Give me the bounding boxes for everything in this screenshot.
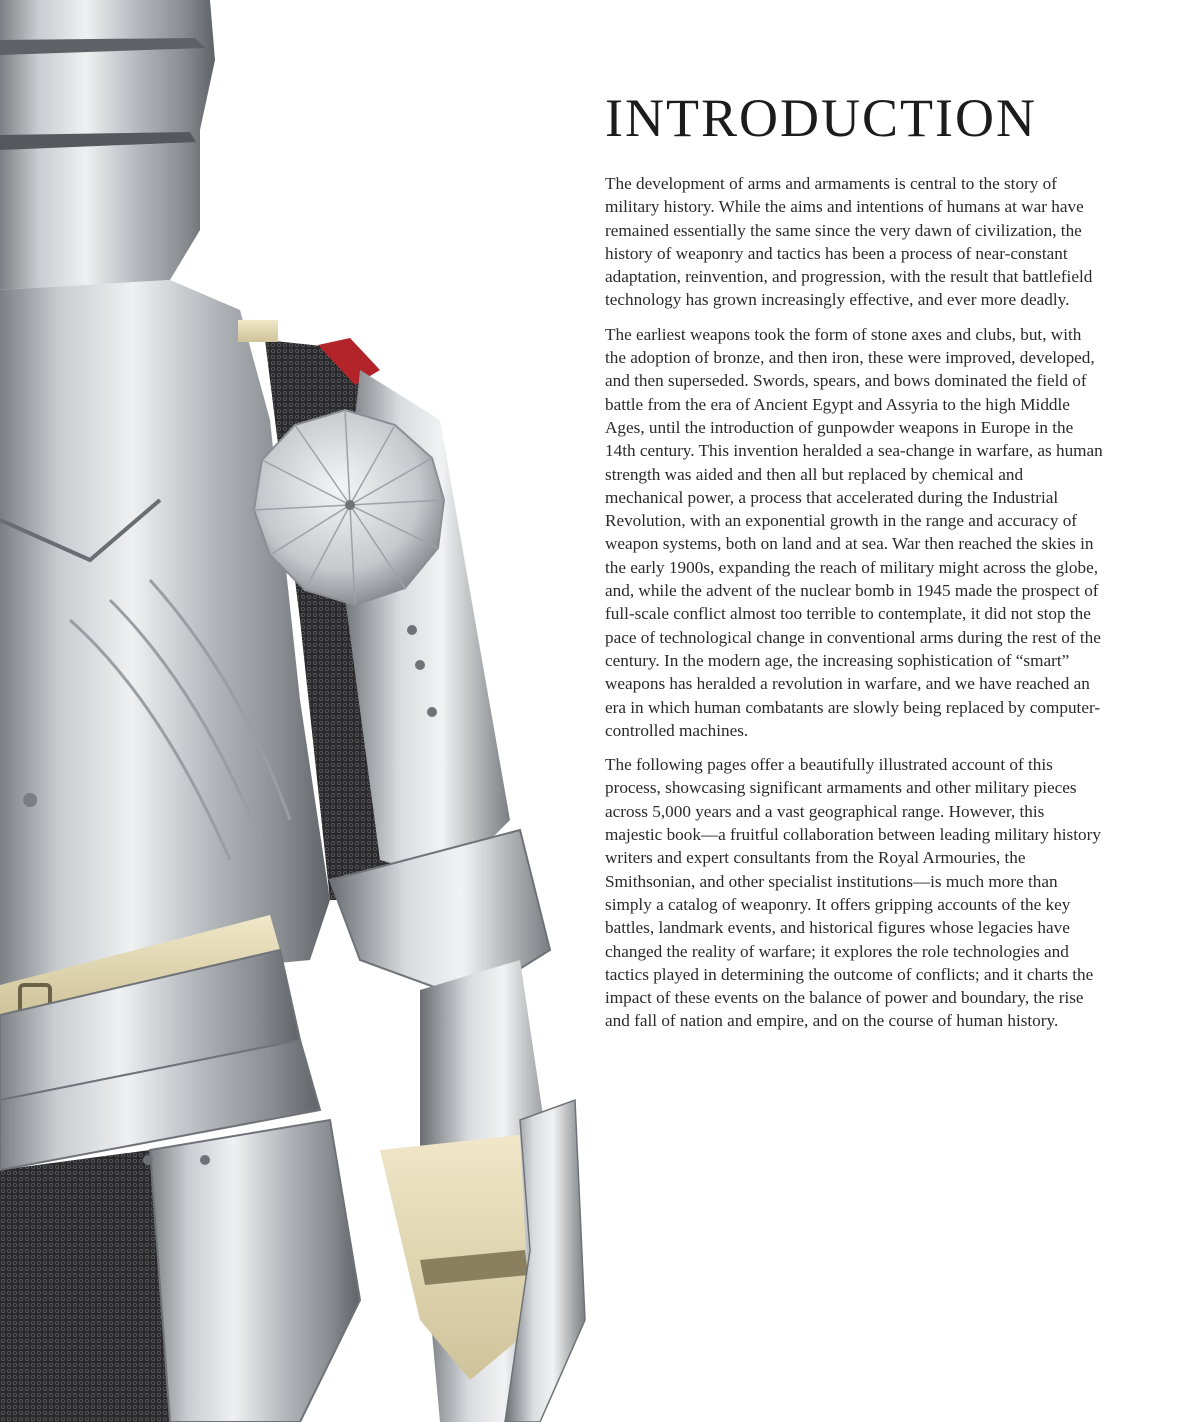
rivet xyxy=(143,1155,153,1165)
paragraph-1: The development of arms and armaments is central to the story of military history. While the aims and intentions of humans at war have remained essentially the same since the very dawn of civilization, the history of weaponry and tactics has been a process of near-constant adaptation, reinvention, and progression, with the result that battlefield technology has grown increasingly effective, and ever more deadly. xyxy=(605,174,1093,310)
tasset xyxy=(150,1120,360,1422)
rivet xyxy=(427,707,437,717)
paragraph-3: The following pages offer a beautifully illustrated account of this process, showcasing significant armaments and other military pieces across 5,000 years and a vast geographical range. However, this majestic book—a fruitful collaboration between leading military history writers and expert consultants from the Royal Armouries, the Smithsonian, and other specialist institutions—is much more than simply a catalog of weaponry. It offers gripping accounts of the key battles, landmark events, and historical figures whose legacies have changed the reality of warfare; it explores the role technologies and tactics played in determining the outcome of conflicts; and it charts the impact of these events on the balance of power and boundary, the rise and fall of nation and empire, and on the course of human history. xyxy=(605,755,1101,1031)
paragraph-2: The earliest weapons took the form of stone axes and clubs, but, with the adoption of bronze, and then iron, these were improved, developed, and then superseded. Swords, spears, and bows dominated the field of battle from the era of Ancient Egypt and Assyria to the high Middle Ages, until the introduction of gunpowder weapons in Europe in the 14th century. This invention heralded a sea-change in warfare, as human strength was aided and then all but replaced by chemical and mechanical power, a process that accelerated during the Industrial Revolution, with an exponential growth in the range and accuracy of weapon systems, both on land and at sea. War then reached the skies in the early 1900s, expanding the reach of military might across the globe, and, while the advent of the nuclear bomb in 1945 made the prospect of full-scale conflict almost too terrible to contemplate, it did not stop the pace of technological change in conventional arms during the rest of the century. In the modern age, the increasing sophistication of “smart” weapons has heralded a revolution in warfare, and we have reached an era in which human combatants are slowly being replaced by computer-controlled machines. xyxy=(605,324,1103,740)
armor-photo xyxy=(0,0,590,1422)
rivet xyxy=(407,625,417,635)
rivet xyxy=(200,1155,210,1165)
mail-skirt xyxy=(0,1150,170,1422)
rivet xyxy=(415,660,425,670)
shoulder-strap xyxy=(238,320,278,342)
introduction-text xyxy=(605,86,1105,1044)
page-title: INTRODUCTION xyxy=(605,88,1037,148)
rondel-boss xyxy=(345,500,355,510)
rivet xyxy=(23,793,37,807)
